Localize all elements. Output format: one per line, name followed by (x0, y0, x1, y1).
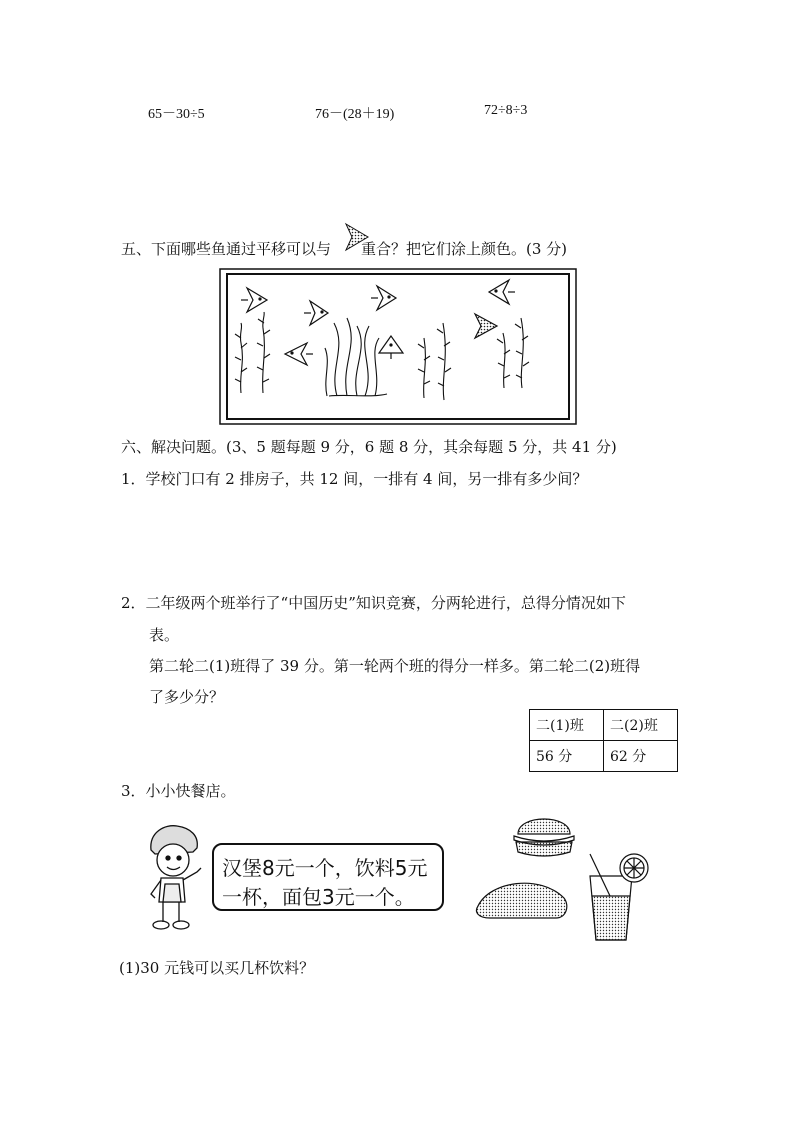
table-row (530, 741, 678, 772)
question-2-line1: 2．二年级两个班举行了“中国历史”知识竞赛，分两轮进行，总得分情况如下 (121, 594, 626, 612)
fish-2 (304, 301, 328, 325)
question-1: 1．学校门口有 2 排房子，共 12 间，一排有 4 间，另一排有多少间？ (121, 470, 588, 488)
fish-5 (475, 314, 497, 338)
question-2-line4: 了多少分？ (149, 688, 225, 706)
question-3-title: 3．小小快餐店。 (121, 782, 236, 800)
expression-3: 72÷8÷3 (484, 103, 528, 118)
fish-1 (241, 288, 267, 312)
hamburger-icon (514, 819, 574, 856)
question-3-sub1: (1)30 元钱可以买几杯饮料？ (119, 959, 315, 977)
boy-illustration (143, 822, 209, 934)
reference-fish-icon (342, 222, 374, 252)
table-row (530, 710, 678, 741)
speech-line-2: 一杯，面包3元一个。 (222, 885, 415, 909)
bread-icon (477, 883, 567, 918)
section5-prefix: 五、下面哪些鱼通过平移可以与 (121, 240, 332, 258)
table-value-class2: 62 分 (604, 741, 678, 772)
expression-2: 76－(28＋19) (315, 107, 395, 122)
question-2-line2: 表。 (149, 626, 180, 644)
question-2-line3: 第二轮二(1)班得了 39 分。第一轮两个班的得分一样多。第二轮二(2)班得 (149, 657, 641, 675)
expression-1: 65－30÷5 (148, 107, 205, 122)
section5-suffix: 重合？把它们涂上颜色。(3 分) (361, 240, 568, 258)
fish-6 (285, 343, 313, 365)
score-table (529, 709, 678, 772)
section6-title: 六、解决问题。(3、5 题每题 9 分，6 题 8 分，其余每题 5 分，共 41 分) (121, 438, 617, 456)
drink-icon (590, 854, 648, 940)
speech-line-1: 汉堡8元一个，饮料5元 (222, 856, 428, 880)
speech-bubble (212, 843, 444, 911)
table-value-class1: 56 分 (530, 741, 604, 772)
fish-7 (379, 336, 403, 359)
aquarium-picture (219, 268, 577, 425)
fish-3 (371, 286, 396, 310)
table-header-class2: 二(2)班 (604, 710, 678, 741)
table-header-class1: 二(1)班 (530, 710, 604, 741)
food-illustration (470, 806, 662, 946)
fish-4 (489, 280, 515, 304)
